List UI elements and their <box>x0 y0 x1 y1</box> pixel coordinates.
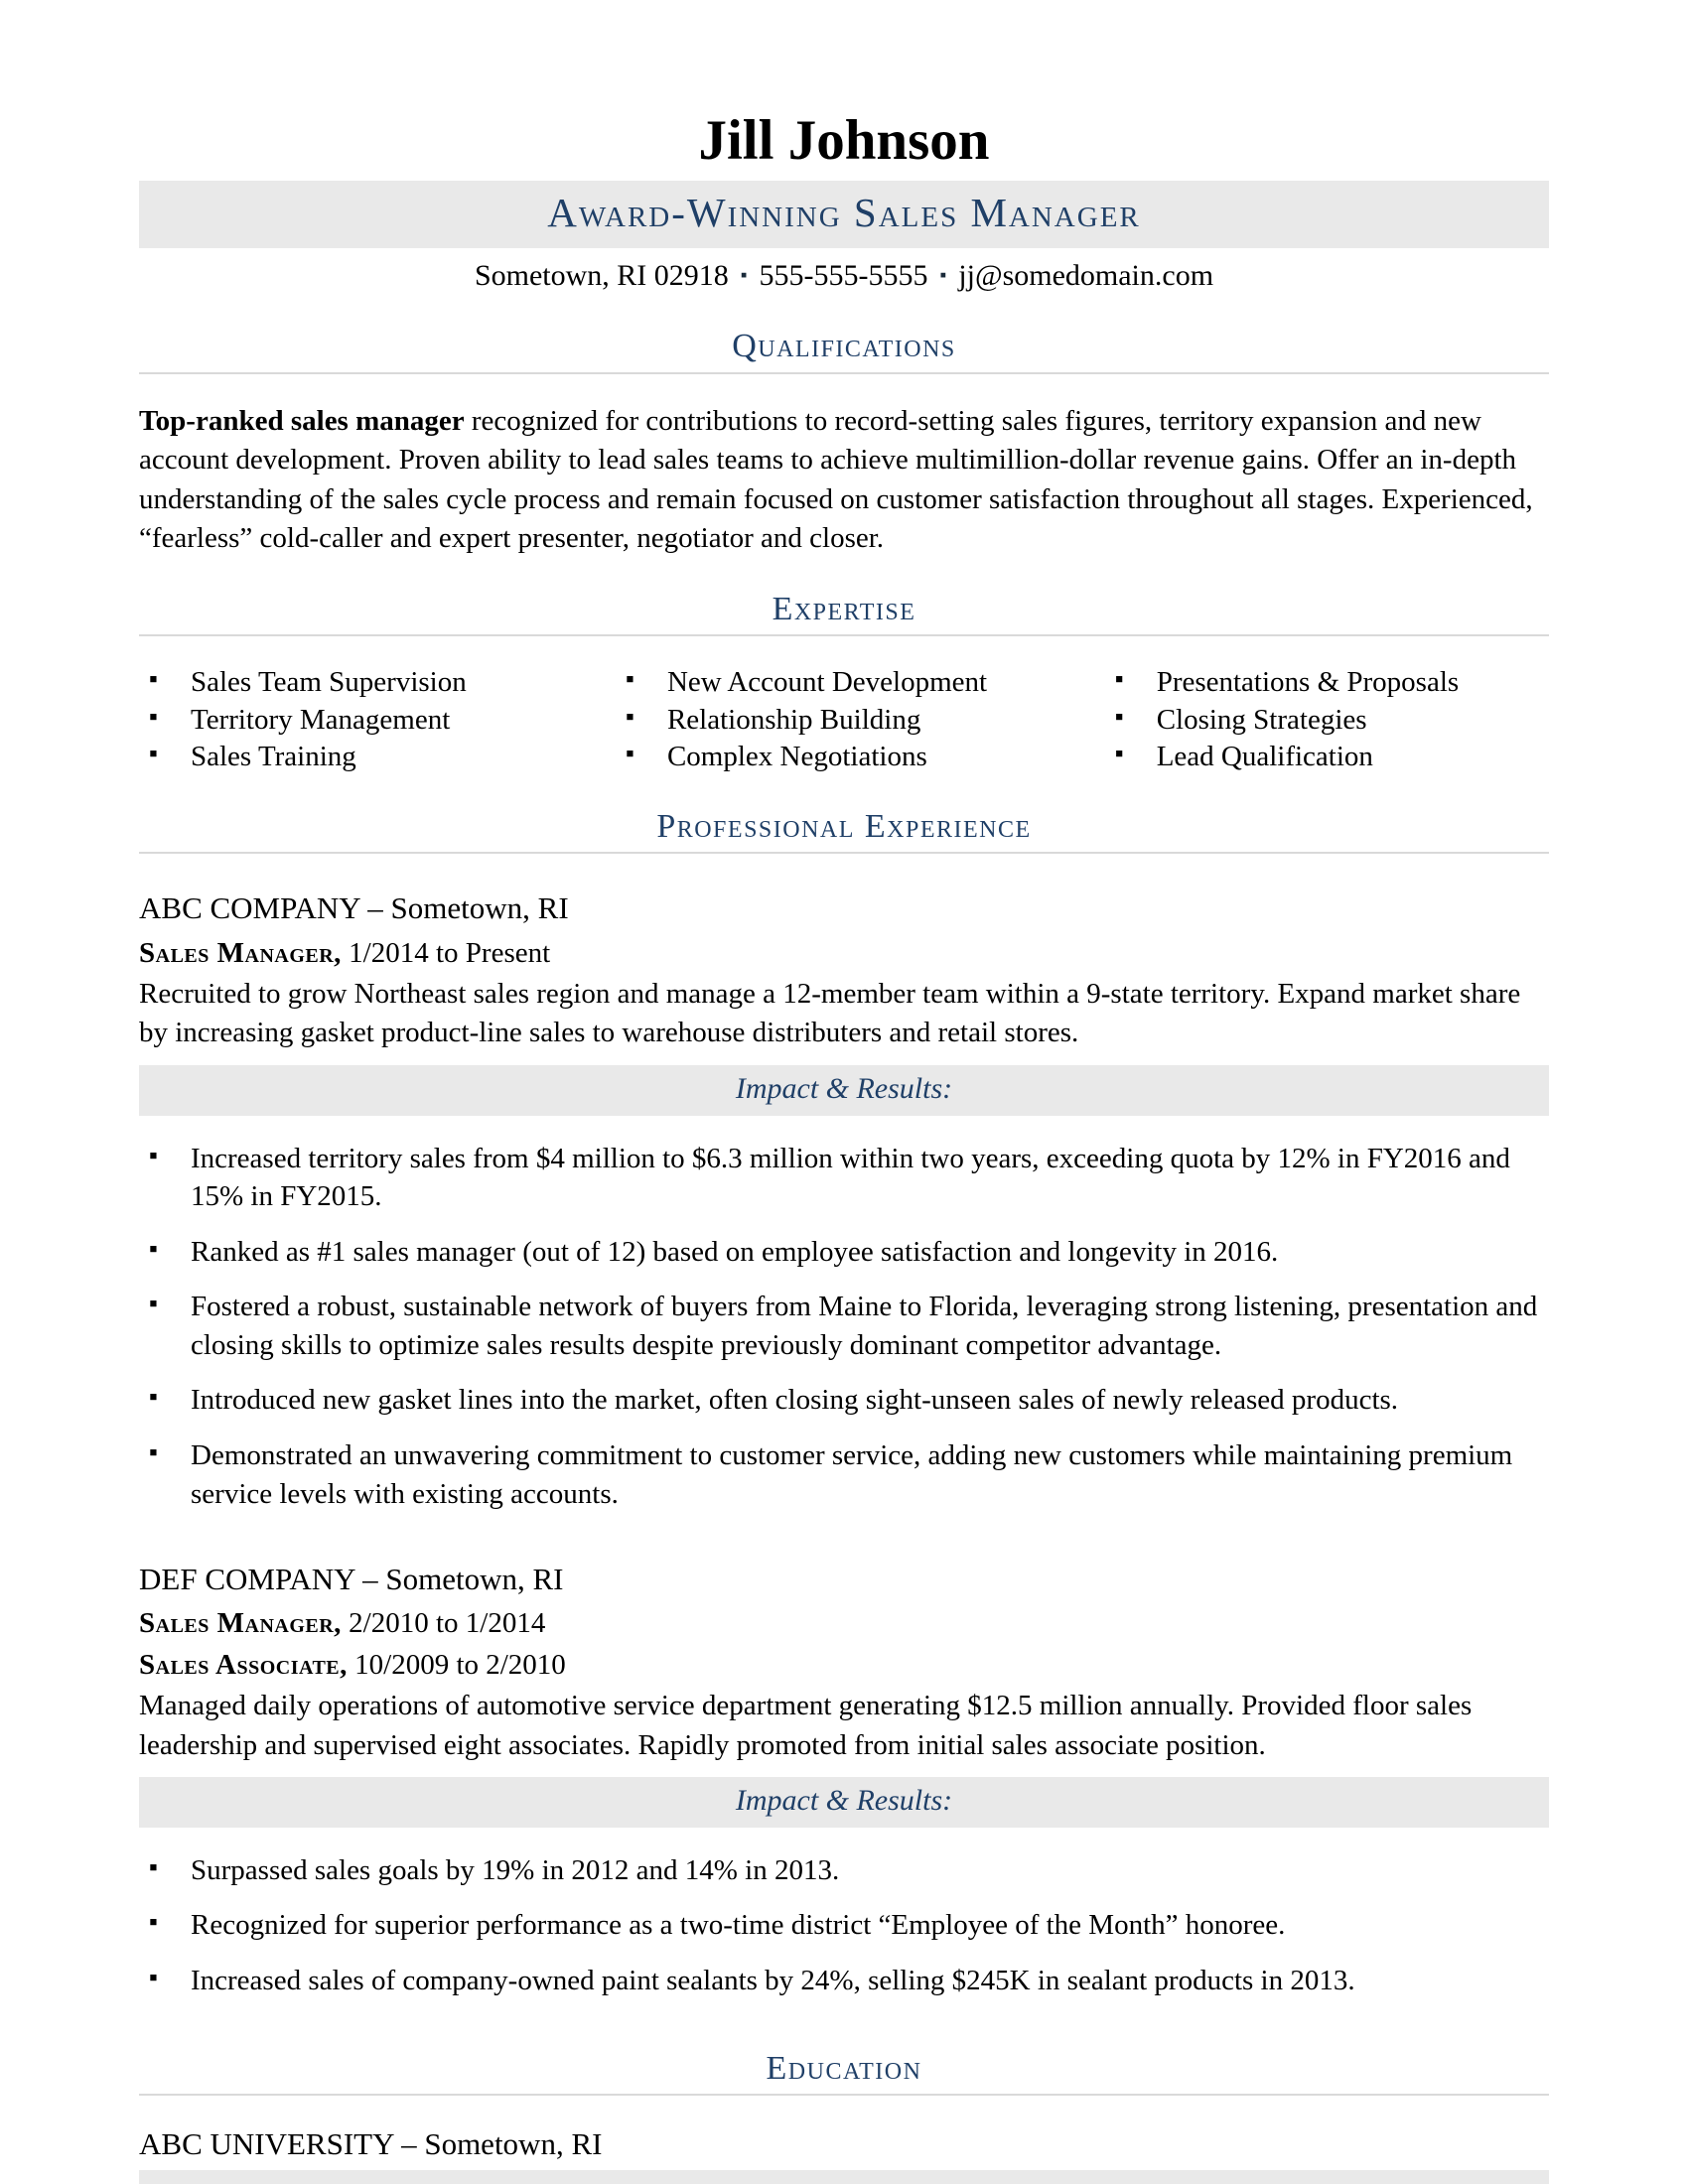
expertise-item <box>616 702 1105 740</box>
degree-banner-cutoff <box>139 2170 1549 2184</box>
expertise-item-label: Territory Management <box>191 703 451 736</box>
bullet-icon: ▪ <box>149 665 158 693</box>
bullet-icon: ▪ <box>149 1909 158 1937</box>
achievement-list <box>139 1140 1549 1514</box>
expertise-item <box>1105 664 1549 702</box>
bullet-icon: ▪ <box>149 741 158 768</box>
separator-square-icon: ▪ <box>740 264 748 286</box>
candidate-name: Jill Johnson <box>698 109 990 172</box>
job-entry-def-company <box>139 1559 1549 1999</box>
contact-email: jj@somedomain.com <box>958 258 1214 292</box>
expertise-item <box>139 739 616 776</box>
expertise-item <box>1105 702 1549 740</box>
role-title: Sales Associate, <box>139 1648 348 1681</box>
expertise-item <box>139 702 616 740</box>
achievement-item <box>139 1851 1549 1890</box>
section-heading-qualifications: Qualifications <box>139 328 1549 373</box>
contact-line <box>139 256 1549 297</box>
achievement-item <box>139 1140 1549 1216</box>
section-heading-experience: Professional Experience <box>139 808 1549 854</box>
expertise-item <box>616 739 1105 776</box>
achievement-item <box>139 1962 1549 2000</box>
bullet-icon: ▪ <box>149 1384 158 1412</box>
achievement-text: Ranked as #1 sales manager (out of 12) based on employee satisfaction and longevity in 2016. <box>191 1235 1279 1268</box>
job-title-banner <box>139 181 1549 248</box>
role-dates: 2/2010 to 1/2014 <box>349 1607 546 1640</box>
achievement-item <box>139 1381 1549 1420</box>
expertise-column-3 <box>1105 664 1549 776</box>
impact-results-label: Impact & Results: <box>735 1071 953 1105</box>
bullet-icon: ▪ <box>1114 703 1124 731</box>
bullet-icon: ▪ <box>149 1291 158 1318</box>
job-summary: Managed daily operations of automotive service department generating $12.5 million annually. Provided floor sales leadership and supervised eight associates. Rapidly promoted from initial sales associate position. <box>139 1690 1473 1761</box>
role-line <box>139 934 1549 973</box>
achievement-item <box>139 1233 1549 1272</box>
job-entry-abc-company <box>139 887 1549 1513</box>
expertise-item-label: Lead Qualification <box>1156 741 1373 773</box>
impact-results-label: Impact & Results: <box>735 1784 953 1818</box>
expertise-item <box>1105 739 1549 776</box>
bullet-icon: ▪ <box>1114 741 1124 768</box>
achievement-text: Increased sales of company-owned paint sealants by 24%, selling $245K in sealant products in 2013. <box>191 1964 1355 1996</box>
achievement-text: Introduced new gasket lines into the market, often closing sight-unseen sales of newly released products. <box>191 1384 1399 1417</box>
achievement-item <box>139 1288 1549 1364</box>
bullet-icon: ▪ <box>149 1853 158 1881</box>
role-dates: 1/2014 to Present <box>349 936 551 969</box>
expertise-item-label: Sales Team Supervision <box>191 665 467 698</box>
school-line: ABC UNIVERSITY – Sometown, RI <box>139 2125 603 2161</box>
section-heading-expertise: Expertise <box>139 591 1549 636</box>
expertise-item-label: Closing Strategies <box>1156 703 1367 736</box>
achievement-text: Increased territory sales from $4 million to $6.3 million within two years, exceeding quota by 12% in FY2016 and 15% in FY2015. <box>191 1142 1510 1213</box>
achievement-list <box>139 1851 1549 2000</box>
bullet-icon: ▪ <box>149 1964 158 1991</box>
expertise-column-1 <box>139 664 616 776</box>
achievement-text: Recognized for superior performance as a two-time district “Employee of the Month” honoree. <box>191 1909 1286 1942</box>
company-line: DEF COMPANY – Sometown, RI <box>139 1562 564 1597</box>
job-summary: Recruited to grow Northeast sales region and manage a 12-member team within a 9-state territory. Expand market share by increasing gasket product-line sales to warehouse distributers and retail stores. <box>139 977 1521 1049</box>
achievement-text: Fostered a robust, sustainable network of buyers from Maine to Florida, leveraging strong listening, presentation and closing skills to optimize sales results despite previously dominant competitor advantage. <box>191 1291 1538 1361</box>
expertise-grid <box>139 664 1549 776</box>
company-line: ABC COMPANY – Sometown, RI <box>139 890 569 926</box>
expertise-item <box>616 664 1105 702</box>
separator-square-icon: ▪ <box>939 264 947 286</box>
achievement-text: Demonstrated an unwavering commitment to customer service, adding new customers while maintaining premium service levels with existing accounts. <box>191 1439 1513 1510</box>
impact-results-banner <box>139 1065 1549 1116</box>
bullet-icon: ▪ <box>149 1142 158 1169</box>
qualifications-paragraph <box>139 402 1549 559</box>
contact-phone: 555-555-5555 <box>759 258 928 292</box>
qualifications-body: recognized for contributions to record-setting sales figures, territory expansion and new account development. Proven ability to lead sales teams to achieve multimillion-dollar revenue gains. Offer an in-depth understanding of the sales cycle process and remain focused on customer satisfaction throughout all stages. Experienced, “fearless” cold-caller and expert presenter, negotiator and closer. <box>139 404 1533 555</box>
role-title: Sales Manager, <box>139 936 342 969</box>
section-heading-education: Education <box>139 2050 1549 2096</box>
bullet-icon: ▪ <box>1114 665 1124 693</box>
contact-location: Sometown, RI 02918 <box>474 258 729 292</box>
impact-results-banner <box>139 1777 1549 1828</box>
expertise-column-2 <box>616 664 1105 776</box>
bullet-icon: ▪ <box>149 703 158 731</box>
expertise-item-label: Presentations & Proposals <box>1156 665 1460 698</box>
expertise-item-label: Complex Negotiations <box>666 741 927 773</box>
bullet-icon: ▪ <box>625 703 634 731</box>
role-dates: 10/2009 to 2/2010 <box>354 1648 566 1681</box>
expertise-item-label: Sales Training <box>191 741 356 773</box>
bullet-icon: ▪ <box>625 741 634 768</box>
job-title-banner-text: Award-Winning Sales Manager <box>547 189 1141 235</box>
bullet-icon: ▪ <box>625 665 634 693</box>
achievement-item <box>139 1906 1549 1945</box>
expertise-item-label: New Account Development <box>666 665 988 698</box>
role-title: Sales Manager, <box>139 1607 342 1640</box>
bullet-icon: ▪ <box>149 1235 158 1263</box>
expertise-item-label: Relationship Building <box>666 703 921 736</box>
bullet-icon: ▪ <box>149 1439 158 1467</box>
role-line <box>139 1604 1549 1643</box>
role-line <box>139 1646 1549 1685</box>
achievement-text: Surpassed sales goals by 19% in 2012 and 14% in 2013. <box>191 1853 840 1886</box>
qualifications-lead: Top-ranked sales manager <box>139 404 465 437</box>
expertise-item <box>139 664 616 702</box>
achievement-item <box>139 1436 1549 1513</box>
